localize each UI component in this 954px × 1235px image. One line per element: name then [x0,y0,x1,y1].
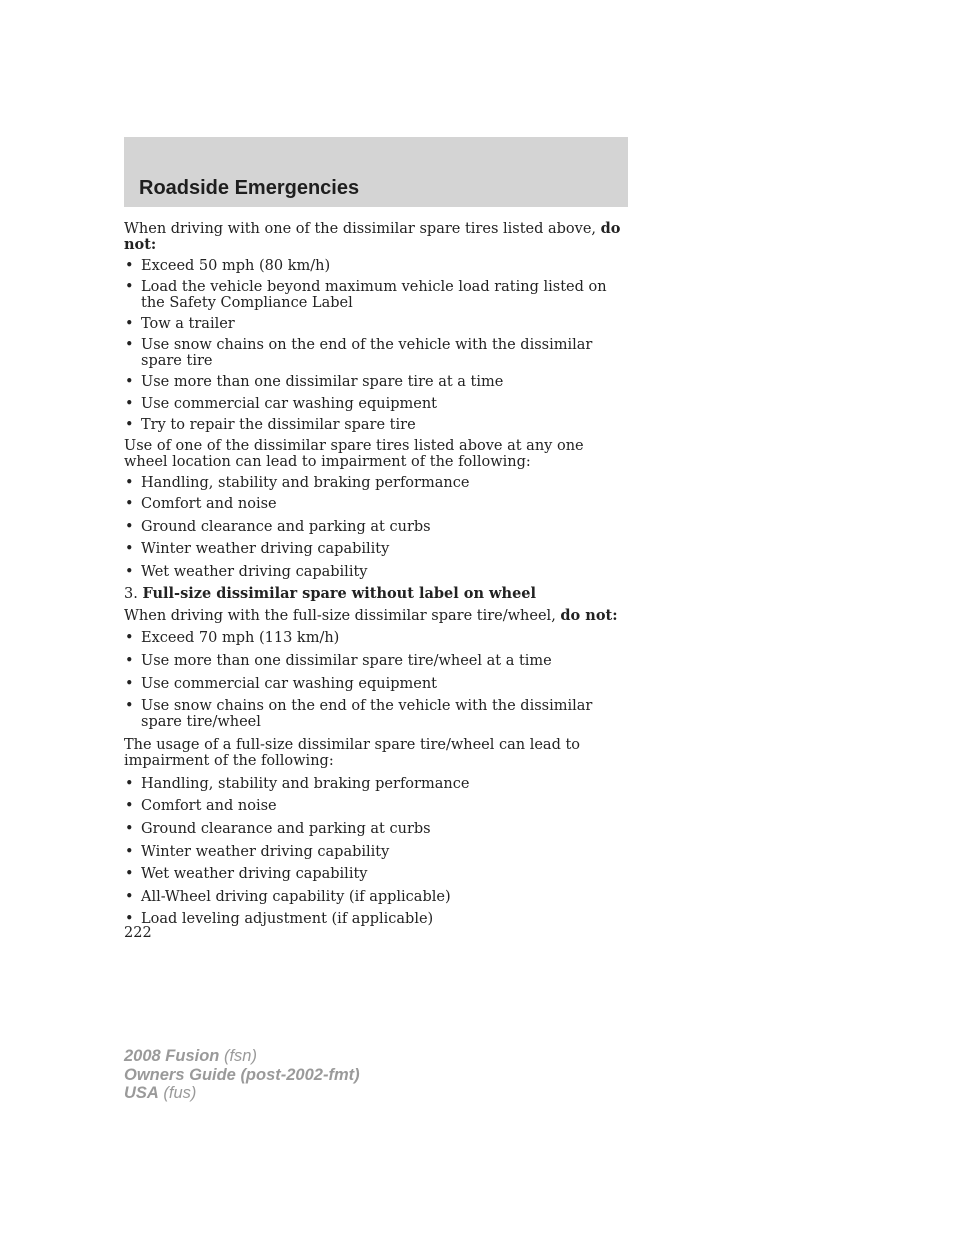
bullet-icon: • [125,889,134,905]
footer-line-3 [124,1084,360,1103]
bullet-icon: • [125,541,134,557]
list-item-text: Ground clearance and parking at curbs [141,821,431,837]
list-item-text: Exceed 50 mph (80 km/h) [141,258,331,274]
full-size-intro-text: When driving with the full-size dissimilar spare tire/wheel, [124,608,561,624]
footer-region-code: (fus) [158,1084,197,1102]
bullet-icon: • [125,676,134,692]
bullet-icon: • [125,519,134,535]
list-item-text: Comfort and noise [141,798,277,814]
intro-emphasis: do not: [124,220,621,253]
bullet-icon: • [125,653,134,669]
impairment-list [124,475,624,580]
footer-line-1 [124,1047,360,1066]
list-item-text: Load leveling adjustment (if applicable) [141,911,434,927]
list-item-text: Use more than one dissimilar spare tire at a time [141,374,504,390]
list-item-text: Handling, stability and braking performance [141,776,470,792]
impairment-paragraph: Use of one of the dissimilar spare tires listed above at any one wheel location can lead to impairment of the following: [124,438,584,470]
full-size-intro-paragraph [124,608,624,624]
full-size-intro-emphasis: do not: [560,607,618,624]
list-item [124,496,624,512]
list-item-text: Use commercial car washing equipment [141,676,437,692]
heading-text: Full-size dissimilar spare without label on wheel [142,585,537,602]
intro-text: When driving with one of the dissimilar spare tires listed above, [124,221,601,237]
section-heading-3 [124,586,624,602]
list-item-text: Load the vehicle beyond maximum vehicle load rating listed on the Safety Compliance Label [141,279,607,311]
bullet-icon: • [125,698,134,714]
list-item [124,698,624,730]
intro-paragraph [124,221,624,253]
bullet-icon: • [125,844,134,860]
bullet-icon: • [125,911,134,927]
list-item [124,676,624,692]
list-item-text: Use more than one dissimilar spare tire/wheel at a time [141,653,552,669]
bullet-icon: • [125,258,134,274]
footer-model: 2008 Fusion [124,1047,220,1065]
list-item-text: Use commercial car washing equipment [141,396,437,412]
footer-model-code: (fsn) [219,1047,257,1065]
bullet-icon: • [125,279,134,295]
list-item [124,866,624,882]
full-size-do-not-list [124,630,624,730]
list-item-text: Wet weather driving capability [141,564,368,580]
usage-paragraph: The usage of a full-size dissimilar spare tire/wheel can lead to impairment of the following: [124,737,581,769]
list-item [124,519,624,535]
footer-line-2: Owners Guide (post-2002-fmt) [124,1065,360,1084]
list-item-text: Exceed 70 mph (113 km/h) [141,630,340,646]
bullet-icon: • [125,564,134,580]
list-item [124,630,624,646]
list-item-text: Comfort and noise [141,496,277,512]
bullet-icon: • [125,866,134,882]
list-item-text: Tow a trailer [141,316,235,332]
list-item [124,475,624,491]
bullet-icon: • [125,396,134,412]
bullet-icon: • [125,374,134,390]
list-item [124,374,624,390]
list-item [124,316,624,332]
bullet-icon: • [125,417,134,433]
bullet-icon: • [125,496,134,512]
list-item [124,258,624,274]
list-item-text: Winter weather driving capability [141,541,390,557]
section-title: Roadside Emergencies [139,177,360,199]
list-item [124,911,624,927]
list-item [124,417,624,433]
list-item [124,844,624,860]
list-item-text: Winter weather driving capability [141,844,390,860]
document-footer [124,1047,360,1103]
list-item-text: Handling, stability and braking performance [141,475,470,491]
list-item-text: Wet weather driving capability [141,866,368,882]
bullet-icon: • [125,821,134,837]
bullet-icon: • [125,475,134,491]
list-item [124,653,624,669]
footer-region: USA [124,1084,159,1102]
page-content [124,221,624,927]
list-item [124,798,624,814]
list-item [124,541,624,557]
list-item [124,396,624,412]
list-item [124,776,624,792]
list-item-text: Use snow chains on the end of the vehicle with the dissimilar spare tire [141,337,593,369]
list-item [124,889,624,905]
bullet-icon: • [125,776,134,792]
list-item [124,337,624,369]
list-item [124,564,624,580]
list-item [124,279,624,311]
list-item-text: Use snow chains on the end of the vehicle with the dissimilar spare tire/wheel [141,698,593,730]
bullet-icon: • [125,337,134,353]
page-number: 222 [124,925,152,941]
bullet-icon: • [125,798,134,814]
list-item-text: Try to repair the dissimilar spare tire [141,417,416,433]
section-header-band [124,137,628,207]
bullet-icon: • [125,630,134,646]
heading-number: 3. [124,586,143,602]
bullet-icon: • [125,316,134,332]
do-not-list [124,258,624,433]
list-item-text: All-Wheel driving capability (if applicable) [141,889,451,905]
usage-impairment-list [124,776,624,927]
list-item [124,821,624,837]
list-item-text: Ground clearance and parking at curbs [141,519,431,535]
